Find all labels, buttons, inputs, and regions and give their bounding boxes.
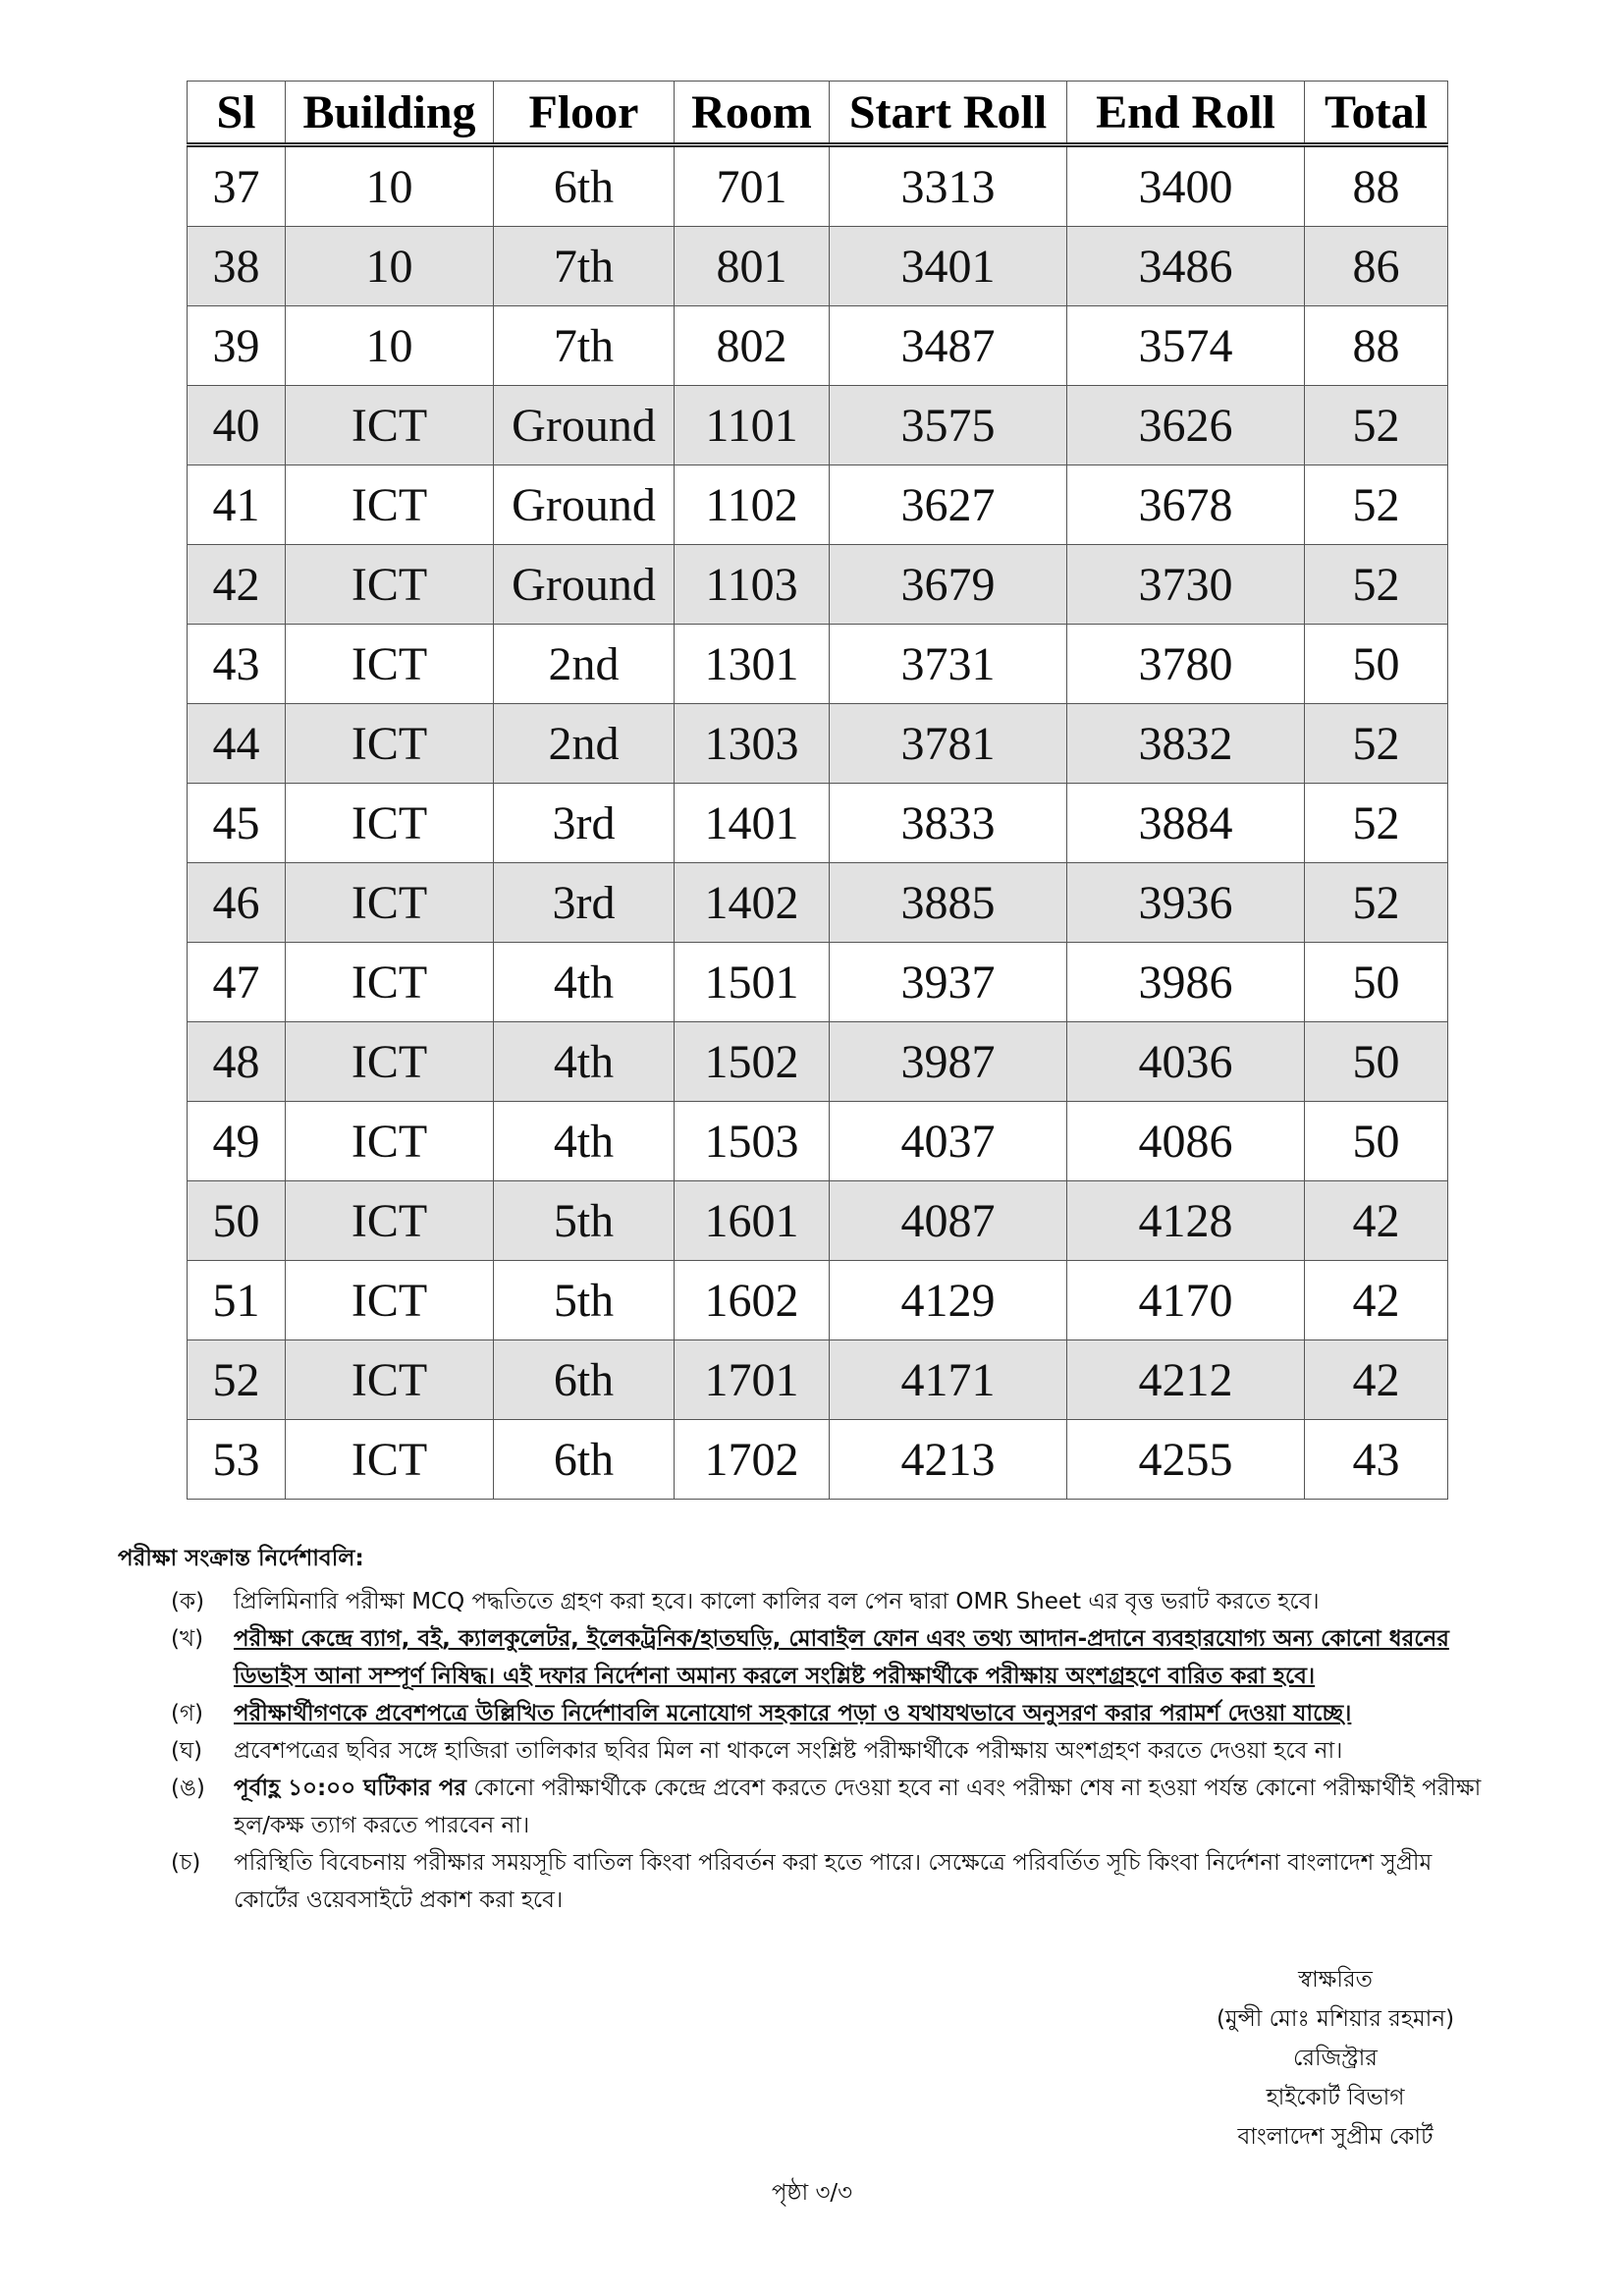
cell-sl: 42 [188,545,286,625]
cell-start-roll: 3937 [830,943,1067,1022]
cell-room: 701 [675,145,830,227]
cell-room: 1102 [675,465,830,545]
cell-total: 42 [1305,1181,1448,1261]
signatory-organization: বাংলাদেশ সুপ্রীম কোর্ট [1237,2124,1434,2150]
instruction-item-ga [171,1695,1483,1732]
cell-start-roll: 3313 [830,145,1067,227]
table-row [188,306,1448,386]
cell-sl: 38 [188,227,286,306]
instruction-item-gha [171,1732,1483,1770]
cell-start-roll: 3487 [830,306,1067,386]
cell-room: 1701 [675,1340,830,1420]
cell-start-roll: 3627 [830,465,1067,545]
cell-room: 1101 [675,386,830,465]
table-row [188,1102,1448,1181]
cell-building: ICT [286,1420,494,1500]
cell-total: 52 [1305,386,1448,465]
cell-total: 43 [1305,1420,1448,1500]
cell-building: ICT [286,386,494,465]
instruction-marker: (চ) [171,1850,201,1876]
cell-room: 1303 [675,704,830,784]
instruction-text: প্রবেশপত্রের ছবির সঙ্গে হাজিরা তালিকার ছবির মিল না থাকলে সংশ্লিষ্ট পরীক্ষার্থীকে পরীক্ষায় অংশগ্রহণ করতে দেওয়া হবে না। [234,1738,1343,1764]
cell-end-roll: 4255 [1067,1420,1305,1500]
cell-sl: 39 [188,306,286,386]
cell-start-roll: 3731 [830,625,1067,704]
cell-sl: 52 [188,1340,286,1420]
cell-total: 88 [1305,145,1448,227]
cell-end-roll: 3780 [1067,625,1305,704]
cell-building: ICT [286,863,494,943]
cell-floor: 3rd [494,863,675,943]
table-row [188,1420,1448,1500]
cell-floor: 2nd [494,625,675,704]
cell-end-roll: 3678 [1067,465,1305,545]
page-number: পৃষ্ঠা ৩/৩ [771,2180,853,2206]
instruction-text [234,1770,1483,1844]
header-building: Building [286,82,494,145]
cell-end-roll: 4128 [1067,1181,1305,1261]
cell-sl: 41 [188,465,286,545]
cell-sl: 37 [188,145,286,227]
table-header-row [188,82,1448,145]
cell-building: ICT [286,625,494,704]
cell-building: ICT [286,1022,494,1102]
cell-floor: 6th [494,1340,675,1420]
cell-start-roll: 3885 [830,863,1067,943]
cell-start-roll: 4213 [830,1420,1067,1500]
cell-room: 1402 [675,863,830,943]
cell-end-roll: 3626 [1067,386,1305,465]
cell-floor: 6th [494,145,675,227]
cell-room: 1401 [675,784,830,863]
cell-sl: 43 [188,625,286,704]
cell-total: 50 [1305,943,1448,1022]
cell-total: 42 [1305,1340,1448,1420]
cell-building: ICT [286,704,494,784]
instruction-text: প্রিলিমিনারি পরীক্ষা MCQ পদ্ধতিতে গ্রহণ করা হবে। কালো কালির বল পেন দ্বারা OMR Sheet এর বৃত্ত ভরাট করতে হবে। [234,1589,1320,1614]
cell-start-roll: 4129 [830,1261,1067,1340]
header-floor: Floor [494,82,675,145]
cell-floor: 5th [494,1181,675,1261]
table-row [188,1181,1448,1261]
instruction-item-cha [171,1844,1483,1919]
cell-room: 1601 [675,1181,830,1261]
cell-floor: Ground [494,545,675,625]
instruction-text: পরীক্ষার্থীগণকে প্রবেশপত্রে উল্লিখিত নির্দেশাবলি মনোযোগ সহকারে পড়া ও যথাযথভাবে অনুসরণ করার পরামর্শ দেওয়া যাচ্ছে। [234,1701,1352,1726]
header-total: Total [1305,82,1448,145]
instruction-time-bold: পূর্বাহ্ণ ১০:০০ ঘটিকার পর [234,1776,467,1801]
cell-total: 52 [1305,704,1448,784]
cell-total: 50 [1305,1102,1448,1181]
cell-room: 1602 [675,1261,830,1340]
table-row [188,704,1448,784]
cell-building: 10 [286,227,494,306]
cell-sl: 48 [188,1022,286,1102]
cell-floor: 2nd [494,704,675,784]
cell-end-roll: 3884 [1067,784,1305,863]
cell-end-roll: 3486 [1067,227,1305,306]
signed-label: স্বাক্ষরিত [1298,1967,1373,1993]
table-body [188,145,1448,1500]
cell-building: ICT [286,545,494,625]
cell-total: 86 [1305,227,1448,306]
instruction-marker: (গ) [171,1701,204,1726]
cell-floor: 4th [494,1102,675,1181]
table-row [188,545,1448,625]
cell-start-roll: 3679 [830,545,1067,625]
instruction-text-rest: কোনো পরীক্ষার্থীকে কেন্দ্রে প্রবেশ করতে দেওয়া হবে না এবং পরীক্ষা শেষ না হওয়া পর্যন্ত কোনো পরীক্ষার্থীই পরীক্ষা হল/কক্ষ ত্যাগ করতে পারবেন না। [234,1776,1482,1838]
cell-floor: 4th [494,943,675,1022]
cell-floor: Ground [494,465,675,545]
instruction-text: পরীক্ষা কেন্দ্রে ব্যাগ, বই, ক্যালকুলেটর, ইলেকট্রনিক/হাতঘড়ি, মোবাইল ফোন এবং তথ্য আদান-প্রদানে ব্যবহারযোগ্য অন্য কোনো ধরনের ডিভাইস আনা সম্পূর্ণ নিষিদ্ধ। এই দফার নির্দেশনা অমান্য করলে সংশ্লিষ্ট পরীক্ষার্থীকে পরীক্ষায় অংশগ্রহণে বারিত করা হবে। [234,1626,1449,1689]
cell-sl: 50 [188,1181,286,1261]
cell-start-roll: 4037 [830,1102,1067,1181]
cell-sl: 49 [188,1102,286,1181]
cell-start-roll: 3987 [830,1022,1067,1102]
cell-total: 50 [1305,625,1448,704]
cell-room: 1502 [675,1022,830,1102]
table-row [188,145,1448,227]
header-end-roll: End Roll [1067,82,1305,145]
cell-floor: 7th [494,306,675,386]
cell-floor: 5th [494,1261,675,1340]
cell-total: 52 [1305,863,1448,943]
cell-total: 52 [1305,465,1448,545]
cell-start-roll: 3575 [830,386,1067,465]
table-row [188,1261,1448,1340]
cell-sl: 45 [188,784,286,863]
cell-end-roll: 3730 [1067,545,1305,625]
cell-building: 10 [286,145,494,227]
exam-instructions [118,1540,1483,1919]
cell-total: 52 [1305,784,1448,863]
cell-end-roll: 3936 [1067,863,1305,943]
cell-start-roll: 4087 [830,1181,1067,1261]
cell-total: 42 [1305,1261,1448,1340]
cell-building: ICT [286,465,494,545]
instruction-marker: (খ) [171,1626,204,1652]
cell-end-roll: 3832 [1067,704,1305,784]
cell-sl: 44 [188,704,286,784]
table-row [188,784,1448,863]
instructions-heading: পরীক্ষা সংক্রান্ত নির্দেশাবলি: [118,1546,364,1571]
instruction-text: পরিস্থিতি বিবেচনায় পরীক্ষার সময়সূচি বাতিল কিংবা পরিবর্তন করা হতে পারে। সেক্ষেত্রে পরিবর্তিত সূচি কিংবা নির্দেশনা বাংলাদেশ সুপ্রীম কোর্টের ওয়েবসাইটে প্রকাশ করা হবে। [234,1850,1433,1913]
cell-start-roll: 3401 [830,227,1067,306]
table-row [188,1022,1448,1102]
cell-total: 50 [1305,1022,1448,1102]
cell-sl: 46 [188,863,286,943]
cell-end-roll: 3574 [1067,306,1305,386]
table-row [188,465,1448,545]
cell-room: 1501 [675,943,830,1022]
cell-building: ICT [286,1181,494,1261]
instruction-item-kha [171,1620,1483,1695]
signature-block [1159,1960,1512,2157]
cell-total: 52 [1305,545,1448,625]
table-row [188,1340,1448,1420]
instruction-marker: (ক) [171,1589,205,1614]
cell-building: ICT [286,784,494,863]
cell-building: ICT [286,943,494,1022]
signatory-name: (মুন্সী মোঃ মশিয়ার রহমান) [1216,2006,1455,2032]
cell-room: 1702 [675,1420,830,1500]
cell-room: 801 [675,227,830,306]
cell-start-roll: 3781 [830,704,1067,784]
cell-room: 1503 [675,1102,830,1181]
cell-floor: 7th [494,227,675,306]
cell-floor: 6th [494,1420,675,1500]
cell-total: 88 [1305,306,1448,386]
instruction-marker: (ঙ) [171,1776,205,1801]
cell-building: 10 [286,306,494,386]
table-row [188,863,1448,943]
cell-sl: 40 [188,386,286,465]
cell-building: ICT [286,1102,494,1181]
instruction-item-ka [171,1583,1483,1620]
instruction-item-uo [171,1770,1483,1844]
seat-plan-table [187,81,1448,1500]
cell-start-roll: 3833 [830,784,1067,863]
cell-room: 802 [675,306,830,386]
header-room: Room [675,82,830,145]
header-sl: Sl [188,82,286,145]
header-start-roll: Start Roll [830,82,1067,145]
cell-floor: Ground [494,386,675,465]
signatory-division: হাইকোর্ট বিভাগ [1266,2085,1405,2110]
cell-building: ICT [286,1261,494,1340]
cell-end-roll: 3400 [1067,145,1305,227]
table-row [188,386,1448,465]
cell-room: 1103 [675,545,830,625]
table-row [188,943,1448,1022]
cell-sl: 51 [188,1261,286,1340]
cell-building: ICT [286,1340,494,1420]
cell-end-roll: 4036 [1067,1022,1305,1102]
cell-start-roll: 4171 [830,1340,1067,1420]
signatory-designation: রেজিস্ট্রার [1293,2046,1378,2071]
cell-sl: 53 [188,1420,286,1500]
cell-end-roll: 4170 [1067,1261,1305,1340]
cell-end-roll: 4212 [1067,1340,1305,1420]
cell-room: 1301 [675,625,830,704]
cell-end-roll: 4086 [1067,1102,1305,1181]
table-row [188,625,1448,704]
cell-end-roll: 3986 [1067,943,1305,1022]
table-row [188,227,1448,306]
instruction-marker: (ঘ) [171,1738,203,1764]
cell-floor: 4th [494,1022,675,1102]
cell-floor: 3rd [494,784,675,863]
cell-sl: 47 [188,943,286,1022]
